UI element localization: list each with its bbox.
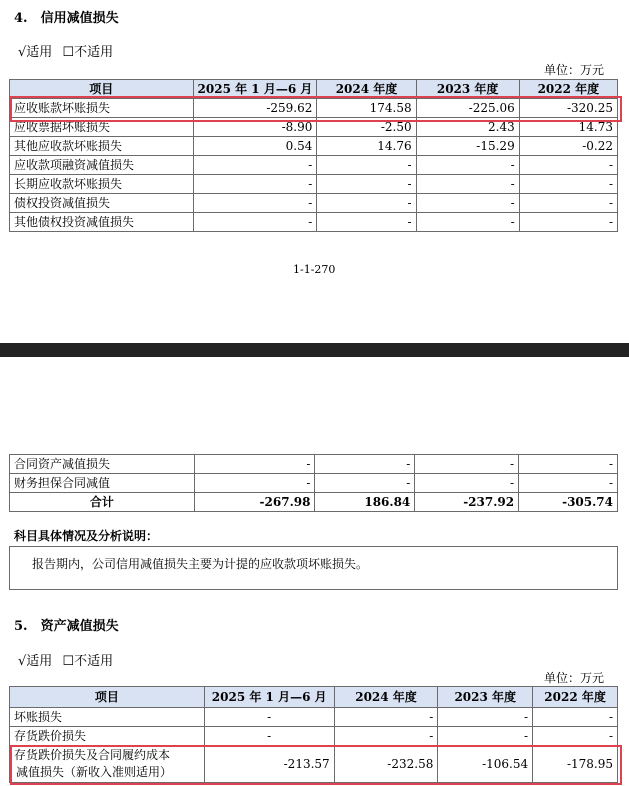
value-cell: 14.73 [519, 118, 617, 137]
value-cell: - [194, 474, 315, 493]
header-cell: 2022 年度 [519, 80, 617, 99]
section4-heading: 4. 信用减值损失 [14, 11, 119, 26]
value-cell: - [204, 708, 334, 727]
value-cell: - [416, 194, 519, 213]
row-label: 其他应收款坏账损失 [10, 137, 194, 156]
value-cell: - [193, 156, 317, 175]
header-cell: 2024 年度 [334, 687, 438, 708]
analysis-title: 科目具体情况及分析说明： [14, 529, 159, 543]
value-cell: 14.76 [317, 137, 416, 156]
row-label: 存货跌价损失 [10, 727, 205, 746]
section5-applicable-checkbox[interactable] [18, 650, 113, 669]
table-row [10, 137, 618, 156]
row-label: 应收票据坏账损失 [10, 118, 194, 137]
value-cell: - [334, 727, 438, 746]
not-applicable-label: ☐不适用 [62, 45, 114, 60]
value-cell: - [519, 213, 617, 232]
value-cell: - [416, 213, 519, 232]
value-cell: - [519, 194, 617, 213]
section5-unit: 单位：万元 [544, 671, 605, 685]
row-label: 财务担保合同减值 [10, 474, 195, 493]
value-cell: - [415, 455, 519, 474]
value-cell: - [317, 175, 416, 194]
value-cell: -8.90 [193, 118, 317, 137]
row-label: 应收账款坏账损失 [10, 99, 194, 118]
header-cell: 2024 年度 [317, 80, 416, 99]
value-cell: - [416, 156, 519, 175]
applicable-label: √适用 [18, 654, 53, 669]
row-label-line1: 存货跌价损失及合同履约成本 [14, 748, 171, 762]
row-label: 合同资产减值损失 [10, 455, 195, 474]
value-cell: - [533, 727, 618, 746]
table-row [10, 727, 618, 746]
row-label: 坏账损失 [10, 708, 205, 727]
applicable-label: √适用 [18, 45, 53, 60]
value-cell: -213.57 [204, 746, 334, 783]
value-cell: - [194, 455, 315, 474]
value-cell: 2.43 [416, 118, 519, 137]
value-cell: -2.50 [317, 118, 416, 137]
table-row [10, 213, 618, 232]
header-cell: 2022 年度 [533, 687, 618, 708]
total-row [10, 493, 618, 512]
page-number: 1-1-270 [293, 263, 336, 276]
value-cell: - [317, 194, 416, 213]
value-cell: - [438, 708, 533, 727]
table-row [10, 708, 618, 727]
value-cell: - [193, 194, 317, 213]
row-label: 其他债权投资减值损失 [10, 213, 194, 232]
header-cell: 2023 年度 [438, 687, 533, 708]
analysis-text: 报告期内，公司信用减值损失主要为计提的应收款项坏账损失。 [32, 557, 369, 571]
section4-unit: 单位：万元 [544, 63, 605, 77]
value-cell: - [315, 455, 415, 474]
header-cell: 项目 [10, 80, 194, 99]
value-cell: - [193, 213, 317, 232]
table-row [10, 194, 618, 213]
analysis-box [9, 546, 618, 590]
value-cell: 0.54 [193, 137, 317, 156]
value-cell: - [519, 156, 617, 175]
header-cell: 2025 年 1 月—6 月 [193, 80, 317, 99]
total-label: 合计 [10, 493, 195, 512]
section4-applicable-checkbox[interactable] [18, 41, 113, 60]
table-row [10, 175, 618, 194]
value-cell: -320.25 [519, 99, 617, 118]
value-cell: - [415, 474, 519, 493]
value-cell: - [438, 727, 533, 746]
value-cell: - [519, 175, 617, 194]
value-cell: -15.29 [416, 137, 519, 156]
total-value: -267.98 [194, 493, 315, 512]
value-cell: - [416, 175, 519, 194]
row-label-line2: 减值损失（新收入准则适用） [16, 765, 173, 779]
row-label: 应收款项融资减值损失 [10, 156, 194, 175]
value-cell: - [204, 727, 334, 746]
header-cell: 2023 年度 [416, 80, 519, 99]
value-cell: - [519, 455, 618, 474]
total-value: 186.84 [315, 493, 415, 512]
value-cell: - [193, 175, 317, 194]
value-cell: 174.58 [317, 99, 416, 118]
value-cell: -178.95 [533, 746, 618, 783]
table-row [10, 455, 618, 474]
value-cell: -232.58 [334, 746, 438, 783]
total-value: -237.92 [415, 493, 519, 512]
row-label: 长期应收款坏账损失 [10, 175, 194, 194]
table-row [10, 156, 618, 175]
value-cell: - [317, 213, 416, 232]
page-divider [0, 343, 629, 357]
value-cell: - [315, 474, 415, 493]
total-value: -305.74 [519, 493, 618, 512]
value-cell: -225.06 [416, 99, 519, 118]
header-cell: 项目 [10, 687, 205, 708]
table-header-row [10, 687, 618, 708]
value-cell: - [334, 708, 438, 727]
highlight-box [10, 745, 622, 785]
section5-heading: 5. 资产减值损失 [14, 619, 119, 634]
value-cell: -259.62 [193, 99, 317, 118]
value-cell: -0.22 [519, 137, 617, 156]
table-row [10, 474, 618, 493]
value-cell: - [317, 156, 416, 175]
header-cell: 2025 年 1 月—6 月 [204, 687, 334, 708]
value-cell: - [519, 474, 618, 493]
value-cell: - [533, 708, 618, 727]
row-label: 债权投资减值损失 [10, 194, 194, 213]
not-applicable-label: ☐不适用 [62, 654, 114, 669]
credit-impairment-table-continued [9, 454, 618, 512]
value-cell: -106.54 [438, 746, 533, 783]
highlight-box [10, 96, 622, 122]
